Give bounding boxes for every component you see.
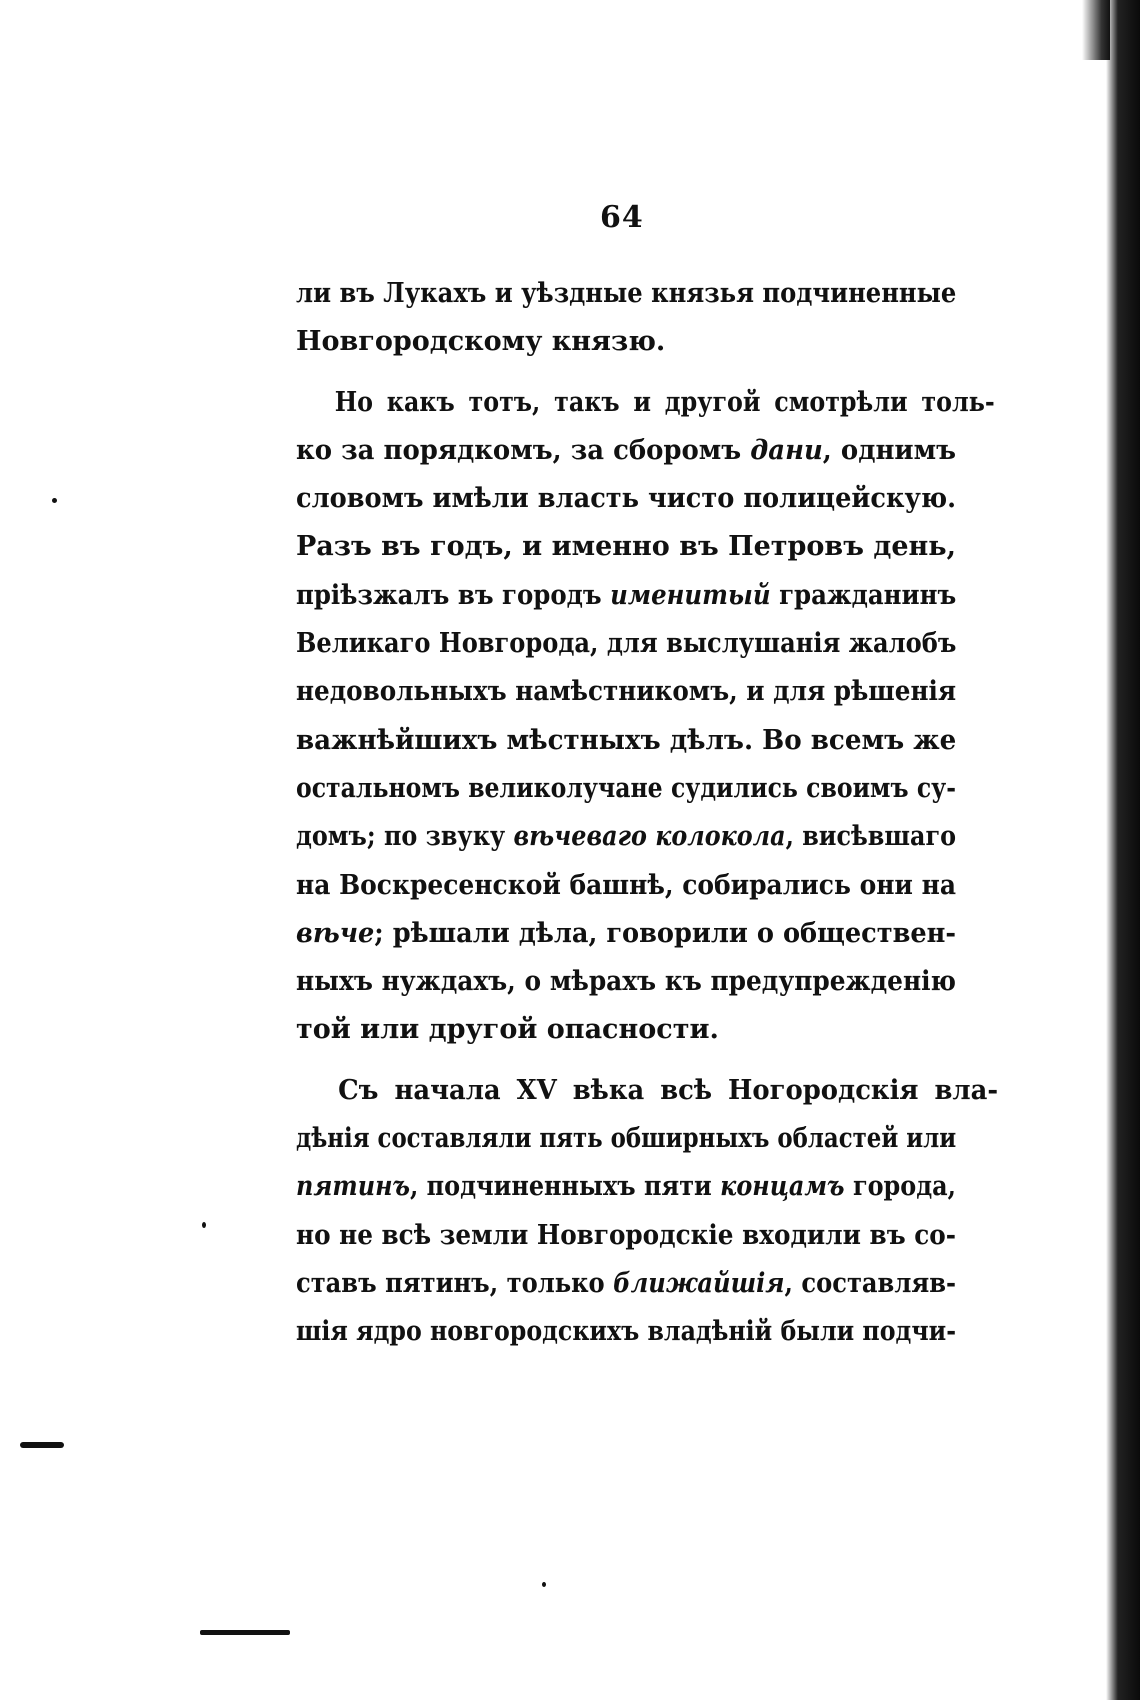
text-line — [296, 1115, 956, 1163]
text-line — [296, 813, 956, 861]
text-run: ко за порядкомъ, за сборомъ — [296, 434, 751, 466]
text-run: но не всѣ земли Новгородскіе входили въ со- — [296, 1219, 956, 1251]
text-run: словомъ имѣли власть чисто полицейскую. — [296, 483, 957, 515]
text-run: Съ начала XV вѣка всѣ Ногородскія вла- — [338, 1074, 999, 1106]
text-run: Новгородскому князю. — [296, 326, 666, 358]
text-line — [296, 1212, 956, 1260]
text-line — [296, 717, 956, 765]
text-run: шія ядро новгородскихъ владѣній были подчи- — [296, 1316, 957, 1348]
text-line — [296, 862, 956, 910]
text-line — [296, 620, 956, 668]
text-run: той или другой опасности. — [296, 1014, 719, 1046]
text-run: , однимъ — [822, 434, 956, 466]
scan-dot-2 — [202, 1222, 206, 1228]
body-text — [296, 270, 999, 1357]
text-run: ставъ пятинъ, только — [296, 1267, 614, 1299]
text-line — [296, 1260, 956, 1308]
text-line — [296, 668, 956, 716]
text-run: Великаго Новгорода, для выслушанія жалобъ — [296, 628, 957, 660]
scan-dot-1 — [52, 498, 57, 503]
text-line — [296, 1308, 956, 1356]
text-run: недовольныхъ намѣстникомъ, и для рѣшенія — [296, 676, 957, 708]
scan-edge-shadow — [1106, 0, 1140, 1700]
text-run: Разъ въ годъ, и именно въ Петровъ день, — [296, 531, 956, 563]
text-run: остальномъ великолучане судились своимъ су- — [296, 772, 957, 804]
text-line — [296, 765, 956, 813]
italic-term: ближайшія — [613, 1267, 785, 1299]
text-line — [296, 910, 956, 958]
text-run: важнѣйшихъ мѣстныхъ дѣлъ. Во всемъ же — [296, 724, 957, 756]
text-line — [296, 379, 995, 427]
scan-mark-left-lower — [200, 1630, 290, 1635]
text-line — [296, 1006, 956, 1054]
text-line — [296, 270, 956, 318]
text-run: ныхъ нуждахъ, о мѣрахъ къ предупрежденію — [296, 966, 956, 998]
text-line — [296, 1163, 956, 1211]
text-line — [296, 523, 956, 571]
text-line — [296, 475, 956, 523]
italic-term: концамъ — [720, 1171, 845, 1203]
text-line — [296, 958, 956, 1006]
text-line — [296, 318, 956, 366]
text-run: гражданинъ — [770, 579, 957, 611]
text-run: дѣнія составляли пять обширныхъ областей или — [296, 1123, 957, 1155]
page-number: 64 — [600, 200, 644, 235]
text-run: , висѣвшаго — [785, 821, 956, 853]
italic-term: именитый — [610, 579, 771, 611]
text-run: домъ; по звуку — [296, 821, 514, 853]
text-line — [296, 427, 956, 475]
text-run: ; рѣшали дѣла, говорили о обществен- — [374, 917, 957, 949]
scan-dot-3 — [542, 1582, 546, 1587]
text-run: Но какъ тотъ, такъ и другой смотрѣли толь- — [334, 386, 995, 418]
text-line — [296, 1067, 998, 1115]
text-run: , составляв- — [784, 1267, 956, 1299]
text-run: ли въ Лукахъ и уѣздные князья подчиненные — [296, 278, 957, 309]
text-line — [296, 572, 956, 620]
italic-term: пятинъ — [296, 1171, 410, 1203]
scan-mark-left-upper — [20, 1442, 64, 1448]
text-run: города, — [844, 1171, 957, 1203]
italic-term: вѣчеваго колокола — [513, 821, 786, 853]
text-run: , подчиненныхъ пяти — [409, 1171, 721, 1203]
italic-term: вѣче — [296, 917, 375, 949]
paragraph-gap — [296, 367, 956, 379]
italic-term: дани — [750, 434, 823, 466]
scan-edge-corner — [1082, 0, 1110, 60]
text-run: на Воскресенской башнѣ, собирались они на — [296, 869, 957, 901]
text-run: пріѣзжалъ въ городъ — [296, 579, 611, 611]
paragraph-gap — [296, 1055, 956, 1067]
